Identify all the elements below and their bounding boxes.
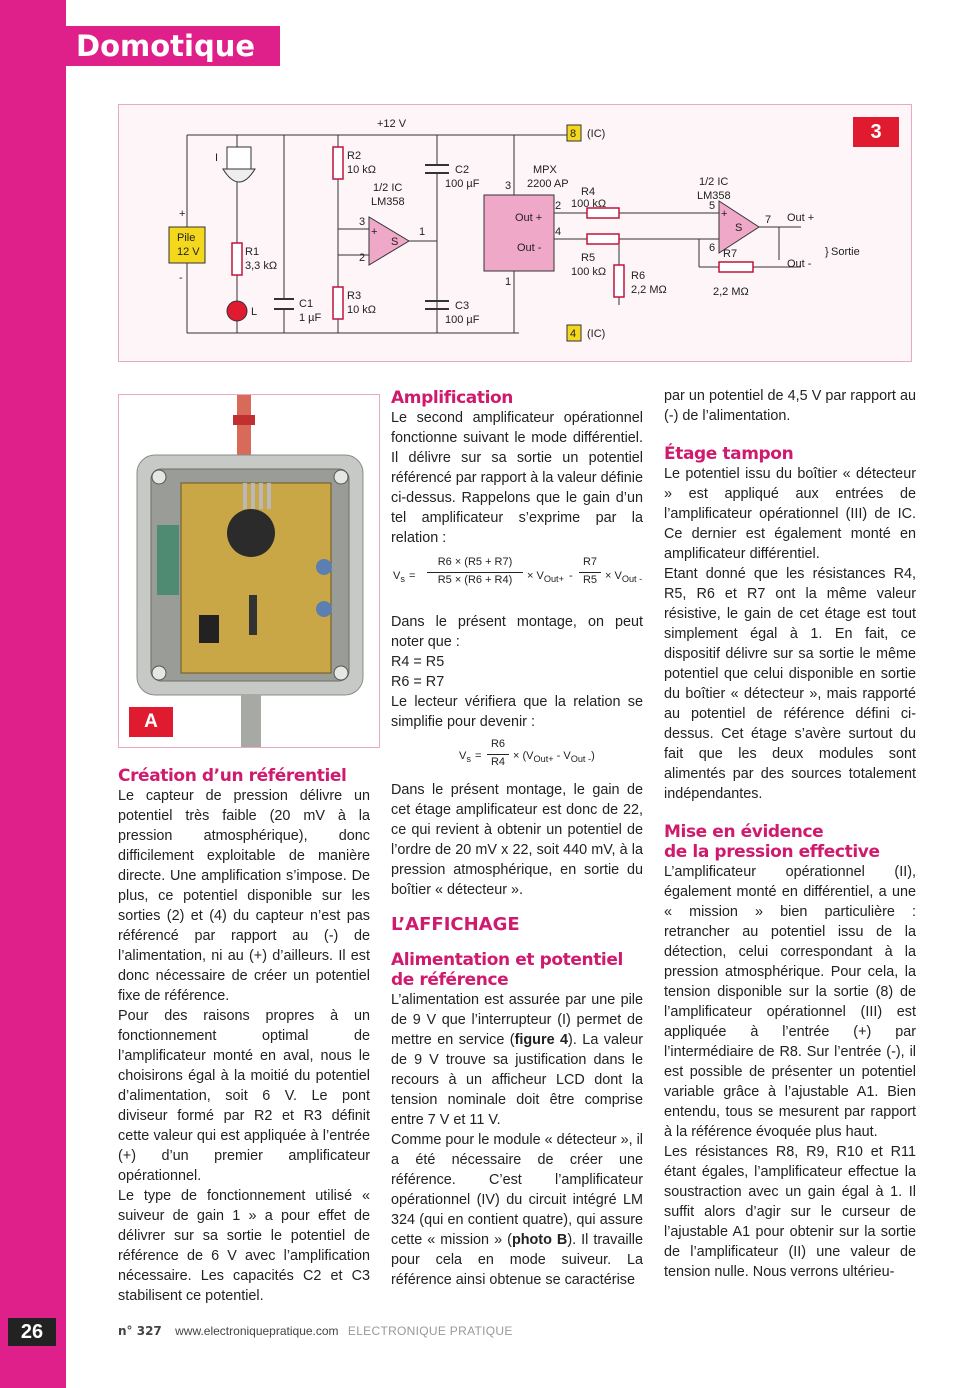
col3-paragraph-5: Les résistances R8, R9, R10 et R11 étant égales, l’amplificateur effectue la soustraction avec un gain égal à 1. Il suffit alors d’agir sur le curseur de l’ajustable A1 pour obtenir sur la sortie de l’amplificateur (II) une valeur de tension nulle. Nous verrons ultérieu- — [664, 1144, 916, 1280]
c1-label: C1 — [299, 298, 314, 310]
r3-value: 10 kΩ — [347, 304, 377, 316]
section-rubric: Domotique — [66, 26, 280, 66]
r7-value: 2,2 MΩ — [713, 286, 749, 298]
figure-badge: 3 — [853, 117, 899, 147]
formula1-eq: = — [409, 570, 416, 582]
c2-value: 100 µF — [445, 178, 480, 190]
r5-value: 100 kΩ — [571, 266, 607, 278]
r1-value: 3,3 kΩ — [245, 260, 278, 272]
battery-plus: + — [179, 208, 186, 220]
page-number: 26 — [8, 1318, 56, 1346]
opamp1-s: S — [391, 236, 399, 248]
battery-voltage-label: 12 V — [177, 246, 200, 258]
battery-label: Pile — [177, 232, 196, 244]
page-footer — [118, 1324, 513, 1338]
r1-label: R1 — [245, 246, 260, 258]
column-2 — [391, 388, 643, 1290]
ic2-model: LM358 — [697, 190, 731, 202]
heading-affichage: L’AFFICHAGE — [391, 914, 520, 935]
heading-mise-en-evidence-line1: Mise en évidence — [664, 822, 824, 842]
heading-mise-en-evidence-line2: de la pression effective — [664, 842, 880, 862]
issue-number: n° 327 — [118, 1324, 162, 1338]
formula1-minus: - — [569, 570, 573, 582]
col3-paragraph-4: L’amplificateur opérationnel (II), également monté en différentiel, a une « mission » bien particulière : retrancher au potentiel issu de la détection, celui correspondant à la pression atmosphérique. Pour cela, la tension disponible sur la sortie (8) de l’amplificateur opérationnel (III) est appliquée à l’entrée (+) par l’intermédiaire de R8. Sur l’entrée (-), il est possible de présenter un potentiel variable grâce à l’ajustable A1. Bien entendu, tous se mesurent par rapport à la référence évoquée plus haut. — [664, 864, 916, 1140]
col3-paragraph-2: Le potentiel issu du boîtier « détecteur » est appliqué aux entrées de l’amplificateur opérationnel (III) de IC. Ce dernier est également monté en amplificateur différentiel. — [664, 466, 916, 562]
opamp1-pin2: 2 — [359, 252, 366, 264]
sortie-brace: } — [825, 246, 829, 258]
opamp2-pin6: 6 — [709, 242, 716, 254]
r7-label: R7 — [723, 248, 738, 260]
col1-paragraph-1: Le capteur de pression délivre un potentiel très faible (20 mV à la pression atmosphérique), donc difficilement exploitable de manière directe. Une amplification s’impose. De plus, ce potentiel disponible sur les sorties (2) et (4) du capteur n’est pas référencé par rapport au (-) de l’alimentation, ni au (+) d’ailleurs. Il est donc nécessaire de créer un potentiel fixe de référence. — [118, 788, 370, 1004]
equation-r6-r7: R6 = R7 — [391, 674, 445, 690]
formula2-rest: × $(V_{Out+} - V_{Out -})$ — [513, 750, 595, 765]
col1-paragraph-3: Le type de fonctionnement utilisé « suiveur de gain 1 » a pour effet de délivrer sur sa sortie le potentiel de référence de 6 V avec l’amplification nécessaire. Les capacités C2 et C3 stabilisent ce potentiel. — [118, 1188, 370, 1304]
ic1-label: 1/2 IC — [373, 182, 403, 194]
page-sidebar — [0, 0, 66, 1388]
magazine-brand: ELECTRONIQUE PRATIQUE — [347, 1324, 513, 1338]
circuit-diagram — [119, 105, 913, 363]
formula2-vs: $V_s$ — [459, 750, 471, 765]
formula1-term1: × $V_{Out+}$ — [527, 570, 564, 585]
equation-r4-r5: R4 = R5 — [391, 654, 445, 670]
formula1-term2: × $V_{Out -}$ — [605, 570, 643, 585]
out-plus-right: Out + — [787, 212, 815, 224]
col1-paragraph-2: Pour des raisons propres à un fonctionnement optimal de l’amplificateur monté en aval, nous le choisirons égal à la moitié du potentiel d’alimentation, soit 6 V. Le pont diviseur formé par R2 et R3 définit cette valeur qui est appliquée à l’entrée (+) d’un premier amplificateur opérationnel. — [118, 1008, 370, 1184]
pin8-tag: 8 — [570, 128, 577, 140]
opamp2-pin7: 7 — [765, 214, 772, 226]
mpx-label: MPX — [533, 164, 557, 176]
gain-formula — [391, 548, 643, 612]
col2-paragraph-2: Dans le présent montage, on peut noter que : — [391, 614, 643, 650]
led-label: L — [251, 306, 258, 318]
out-minus-right: Out - — [787, 258, 812, 270]
photo-a — [118, 394, 380, 748]
opamp2-plus: + — [721, 208, 728, 220]
pin4-ic-label: (IC) — [587, 328, 606, 340]
supply-label: +12 V — [377, 118, 407, 130]
column-1 — [118, 766, 370, 1306]
ic2-label: 1/2 IC — [699, 176, 729, 188]
formula1-den2: R5 — [582, 574, 598, 586]
opamp1-pin3: 3 — [359, 216, 366, 228]
col2-paragraph-5: L’alimentation est assurée par une pile de 9 V que l’interrupteur (I) permet de mettre en service (figure 4). La valeur de 9 V trouve sa justification dans le recours à un afficheur LCD dont la tension nominale doit être comprise entre 7 V et 11 V. — [391, 992, 643, 1128]
formula2-den: R4 — [490, 756, 506, 768]
mpx-out-plus: Out + — [515, 212, 543, 224]
opamp2-pin5: 5 — [709, 200, 716, 212]
r2-label: R2 — [347, 150, 362, 162]
heading-alimentation-line2: de référence — [391, 970, 509, 990]
r6-label: R6 — [631, 270, 646, 282]
battery-minus: - — [179, 272, 183, 284]
opamp1-plus: + — [371, 226, 378, 238]
r4-label: R4 — [581, 186, 596, 198]
opamp2-s: S — [735, 222, 743, 234]
sensor-box-photo — [119, 395, 380, 748]
r4-value: 100 kΩ — [571, 198, 607, 210]
website-link[interactable]: www.electroniquepratique.com — [175, 1324, 339, 1338]
formula1-vs: $V_s$ — [393, 570, 405, 585]
opamp1-pin1: 1 — [419, 226, 426, 238]
mpx-out-minus: Out - — [517, 242, 542, 254]
c3-label: C3 — [455, 300, 470, 312]
formula1-den1: R5 × (R6 + R4) — [437, 574, 513, 586]
r6-value: 2,2 MΩ — [631, 284, 667, 296]
formula1-num1: R6 × (R5 + R7) — [427, 552, 523, 573]
col2-paragraph-3: Le lecteur vérifiera que la relation se simplifie pour devenir : — [391, 694, 643, 730]
column-3 — [664, 386, 916, 1282]
simplified-formula — [391, 732, 643, 780]
pin4-tag: 4 — [570, 328, 577, 340]
formula1-num2: R7 — [579, 552, 601, 573]
heading-alimentation-line1: Alimentation et potentiel — [391, 950, 623, 970]
heading-amplification: Amplification — [391, 388, 514, 408]
col3-paragraph-1: par un potentiel de 4,5 V par rapport au (-) de l’alimentation. — [664, 388, 916, 424]
mpx-pin2: 2 — [555, 200, 562, 212]
pin8-ic-label: (IC) — [587, 128, 606, 140]
switch-label: I — [215, 152, 219, 164]
photo-badge: A — [129, 707, 173, 737]
ic1-model: LM358 — [371, 196, 405, 208]
heading-etage-tampon: Étage tampon — [664, 444, 794, 464]
heading-creation-referentiel: Création d’un référentiel — [118, 766, 347, 786]
mpx-pin1: 1 — [505, 276, 512, 288]
c1-value: 1 µF — [299, 312, 322, 324]
sortie-label: Sortie — [831, 246, 860, 258]
mpx-pin4: 4 — [555, 226, 562, 238]
mpx-model: 2200 AP — [527, 178, 569, 190]
r3-label: R3 — [347, 290, 362, 302]
figure-3-schematic — [118, 104, 912, 362]
formula2-eq: = — [475, 750, 482, 762]
c3-value: 100 µF — [445, 314, 480, 326]
mpx-pin3: 3 — [505, 180, 512, 192]
c2-label: C2 — [455, 164, 470, 176]
formula2-num: R6 — [487, 734, 509, 755]
col2-paragraph-4: Dans le présent montage, le gain de cet étage amplificateur est donc de 22, ce qui revient à obtenir un potentiel de l’ordre de 20 mV x 22, soit 440 mV, à la pression atmosphérique, en sortie du boîtier « détecteur ». — [391, 782, 643, 898]
col3-paragraph-3: Etant donné que les résistances R4, R5, R6 et R7 ont la même valeur résistive, le gain de cet étage est tout simplement égal à 1. En fait, ce dispositif délivre sur sa sortie le même potentiel que celui disponible en sortie du boîtier « détecteur », mais rapporté au potentiel de référence défini ci-dessus. Cet étage s’avère surtout du fait que les deux modules sont alimentés par des sources totalement indépendantes. — [664, 566, 916, 802]
r2-value: 10 kΩ — [347, 164, 377, 176]
r5-label: R5 — [581, 252, 596, 264]
col2-paragraph-1: Le second amplificateur opérationnel fonctionne suivant le mode différentiel. Il délivre sur sa sortie un potentiel référencé par rapport à la valeur définie ci-dessus. Rappelons que le gain d’un tel amplificateur s’exprime par la relation : — [391, 410, 643, 546]
col2-paragraph-6: Comme pour le module « détecteur », il a été nécessaire de créer une référence. C’est l’amplificateur opérationnel (IV) du circuit intégré LM 324 (qui en contient quatre), qui assure cette « mission » (photo B). Il travaille pour cela en mode suiveur. La référence ainsi obtenue se caractérise — [391, 1132, 643, 1288]
